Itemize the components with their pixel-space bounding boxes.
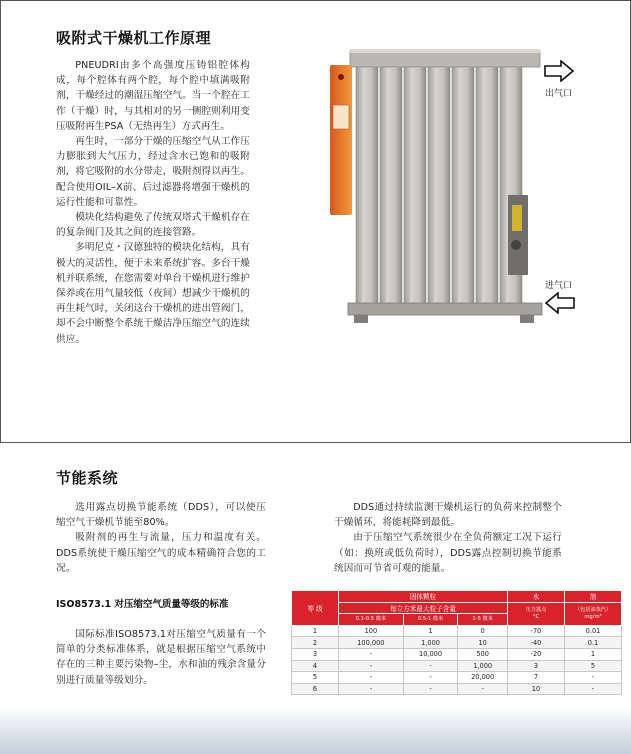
table-cell: 0.01: [565, 625, 622, 637]
water-sub-label: 压力露点: [525, 606, 547, 613]
table-cell: 5: [292, 672, 339, 684]
table-cell: 3: [508, 660, 565, 672]
paragraph-3: 模块化结构避免了传统双塔式干燥机存在的复杂阀门及其之间的连接管路。: [56, 212, 250, 239]
table-cell: 1,000: [403, 637, 458, 649]
size-header-1: 0.1-0.5 微米: [339, 614, 404, 626]
table-cell: 1: [565, 648, 622, 660]
table-cell: 6: [292, 683, 339, 695]
table-cell: 10: [458, 637, 508, 649]
section-divider: [0, 442, 631, 443]
table-cell: -20: [508, 648, 565, 660]
section2-title: 节能系统: [56, 469, 119, 487]
table-cell: 3: [292, 648, 339, 660]
table-cell: 5: [565, 660, 622, 672]
outlet-arrow-icon: [544, 60, 574, 82]
table-cell: 1: [403, 625, 458, 637]
dds-paragraph-2: 吸附剂的再生与流量，压力和温度有关。DDS系统使干燥压缩空气的成本精确符合您的工况。: [56, 532, 266, 574]
table-cell: -: [565, 672, 622, 684]
section1-body: [56, 58, 250, 347]
table-cell: -: [339, 648, 404, 660]
dds-paragraph-1: 选用露点切换节能系统（DDS），可以使压缩空气干燥机节能至80%。: [56, 502, 266, 529]
table-cell: 7: [508, 672, 565, 684]
table-cell: -: [565, 683, 622, 695]
inlet-label: 进气口: [545, 281, 573, 291]
section2-left-body: [56, 500, 266, 576]
table-cell: 500: [458, 648, 508, 660]
table-cell: 0: [458, 625, 508, 637]
table-cell: 10: [508, 683, 565, 695]
oil-header: 油: [565, 591, 622, 603]
table-cell: 100,000: [339, 637, 404, 649]
standard-body: [56, 627, 266, 688]
outlet-label: 出气口: [545, 89, 573, 99]
water-subheader: [508, 602, 565, 625]
table-cell: 0.1: [565, 637, 622, 649]
table-cell: -: [339, 660, 404, 672]
table-cell: -: [403, 660, 458, 672]
standard-heading: ISO8573.1 对压缩空气质量等级的标准: [56, 599, 229, 610]
iso-quality-table: [291, 590, 622, 695]
inlet-arrow-icon: [545, 292, 575, 314]
oil-unit: mg/m³: [584, 613, 602, 620]
table-row: [292, 672, 622, 684]
table-row: [292, 625, 622, 637]
oil-sub-label: （包括油蒸汽）: [574, 606, 612, 613]
table-cell: 100: [339, 625, 404, 637]
dds-paragraph-3: DDS通过持续监测干燥机运行的负荷来控制整个干燥循环，将能耗降到最低。: [334, 502, 562, 529]
water-header: 水: [508, 591, 565, 603]
table-cell: 2: [292, 637, 339, 649]
table-cell: -40: [508, 637, 565, 649]
paragraph-4: 多明尼克・汉德独特的模块化结构，具有极大的灵活性，便于未来系统扩容。多台干燥机并联系统，在您需要对单台干燥机进行维护保养或在用气量较低（夜间）想减少干燥机的再生耗气时，关闭这台干燥机的进出管阀门，却不会中断整个系统干燥洁净压缩空气的连续供应。: [56, 242, 250, 345]
table-cell: -: [339, 672, 404, 684]
top-border: [0, 0, 631, 1]
oil-subheader: [565, 602, 622, 625]
water-unit: °C: [532, 613, 540, 620]
section2-right-body: [334, 500, 562, 576]
size-header-2: 0.5-1 微米: [403, 614, 458, 626]
table-cell: -: [458, 683, 508, 695]
solid-header: 固体颗粒: [339, 591, 508, 603]
table-cell: 20,000: [458, 672, 508, 684]
table-body: [292, 625, 622, 695]
table-cell: -: [403, 683, 458, 695]
table-row: [292, 683, 622, 695]
left-border: [0, 0, 1, 443]
table-row: [292, 660, 622, 672]
table-cell: 1,000: [458, 660, 508, 672]
grade-header: 等 级: [292, 591, 339, 626]
table-row: [292, 637, 622, 649]
standard-paragraph: 国际标准ISO8573.1对压缩空气质量有一个简单的分类标准体系，就是根据压缩空气系统中存在的三种主要污染物–尘，水和油的残余含量分别进行质量等级划分。: [56, 629, 266, 686]
table-cell: -70: [508, 625, 565, 637]
table-cell: 4: [292, 660, 339, 672]
table-cell: -: [403, 672, 458, 684]
table-cell: -: [339, 683, 404, 695]
dryer-illustration: [330, 45, 545, 325]
size-header-3: 1-5 微米: [458, 614, 508, 626]
floor-reflection: [0, 708, 631, 754]
paragraph-1: PNEUDRI由多个高强度压铸铝腔体构成，每个腔体有两个腔，每个腔中填满吸附剂，干燥经过的潮湿压缩空气。当一个腔在工作（干燥）时，与其相对的另一侧腔则利用变压吸附再生PSA（无热再生）方式再生。: [56, 60, 250, 132]
paragraph-2: 再生时，一部分干燥的压缩空气从工作压力膨胀到大气压力，经过含水已饱和的吸附剂，将它吸附的水分带走，吸附剂得以再生。配合使用OIL–X前、后过滤器将增强干燥机的运行性能和可靠性。: [56, 136, 250, 208]
dds-paragraph-4: 由于压缩空气系统很少在全负荷额定工况下运行（如：换班或低负荷时），DDS露点控制切换节能系统因而可节省可观的能量。: [334, 532, 562, 574]
table-cell: 10,000: [403, 648, 458, 660]
solid-subheader: 每立方米最大粒子含量: [339, 602, 508, 614]
section1-title: 吸附式干燥机工作原理: [56, 29, 212, 47]
table-cell: 1: [292, 625, 339, 637]
table-row: [292, 648, 622, 660]
